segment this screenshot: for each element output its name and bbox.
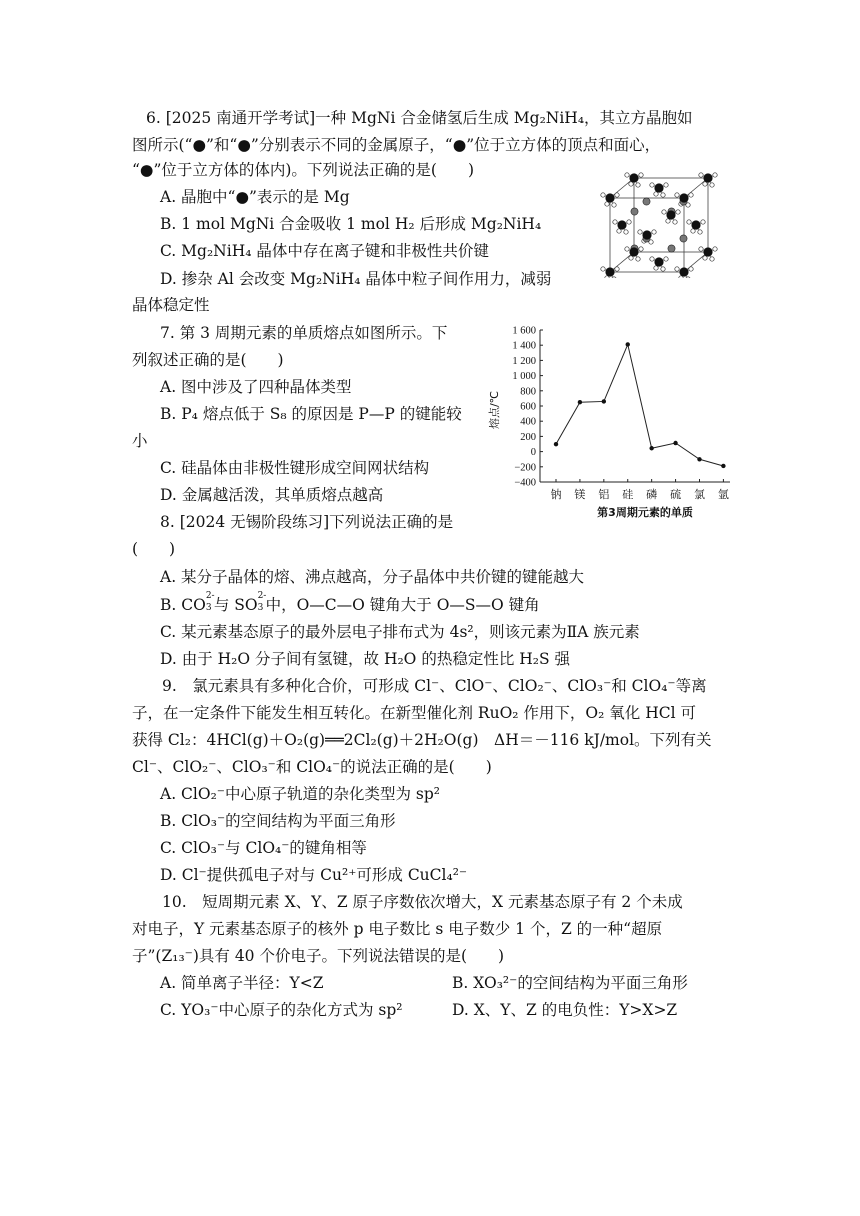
hydrogen-atom — [615, 193, 619, 197]
q7-option-d: D. 金属越活泼，其单质熔点越高 — [160, 486, 384, 504]
q6-option-d: D. 掺杂 Al 会改变 Mg₂NiH₄ 晶体中粒子间作用力，减弱 — [160, 270, 552, 288]
chart-y-axis-label: 熔点/℃ — [488, 390, 501, 430]
hydrogen-atom — [629, 256, 633, 260]
hydrogen-atom — [654, 192, 658, 196]
x-tick-label: 氩 — [717, 488, 729, 501]
q9-option-b: B. ClO₃⁻的空间结构为平面三角形 — [160, 812, 396, 830]
inner-metal-atom — [680, 235, 687, 242]
q8-option-c: C. 某元素基态原子的最外层电子排布式为 4s²，则该元素为ⅡA 族元素 — [160, 623, 640, 641]
hydrogen-atom — [703, 256, 707, 260]
hydrogen-atom — [636, 257, 640, 261]
x-tick-label: 磷 — [646, 488, 658, 501]
data-point — [626, 342, 630, 346]
ion-charge: 2- 3 — [205, 591, 215, 613]
hydrogen-atom — [654, 266, 658, 270]
q6-option-b: B. 1 mol MgNi 合金吸收 1 mol H₂ 后形成 Mg₂NiH₄ — [160, 215, 542, 233]
hydrogen-atom — [625, 173, 629, 177]
q10-option-b: B. XO₃²⁻的空间结构为平面三角形 — [452, 974, 688, 992]
data-point — [578, 400, 582, 404]
vertex-facecenter-metal-atom — [679, 267, 688, 276]
q8-b-post: 中，O—C—O 键角大于 O—S—O 键角 — [265, 596, 540, 614]
y-tick-label: −400 — [514, 477, 536, 489]
q6-option-d-cont: 晶体稳定性 — [132, 296, 210, 314]
x-tick-label: 硫 — [670, 488, 682, 501]
x-tick-label: 氯 — [693, 488, 705, 501]
hydrogen-atom — [629, 182, 633, 186]
q9-option-c: C. ClO₃⁻与 ClO₄⁻的键角相等 — [160, 839, 367, 857]
vertex-facecenter-metal-atom — [679, 193, 688, 202]
hydrogen-atom — [699, 173, 703, 177]
hydrogen-atom — [627, 220, 631, 224]
vertex-facecenter-metal-atom — [642, 230, 651, 239]
vertex-facecenter-metal-atom — [703, 173, 712, 182]
data-point — [673, 441, 677, 445]
hydrogen-atom — [664, 257, 668, 261]
vertex-facecenter-metal-atom — [666, 210, 675, 219]
hydrogen-atom — [661, 193, 665, 197]
data-point — [602, 399, 606, 403]
vertex-facecenter-metal-atom — [629, 247, 638, 256]
vertex-facecenter-metal-atom — [654, 257, 663, 266]
inner-metal-atom — [643, 198, 650, 205]
y-tick-label: 200 — [520, 431, 536, 443]
q6-option-c: C. Mg₂NiH₄ 晶体中存在离子键和非极性共价键 — [160, 242, 489, 260]
hydrogen-atom — [601, 193, 605, 197]
x-tick-label: 镁 — [574, 488, 586, 501]
q10-line3: 子”(Z₁₃⁻)具有 40 个价电子。下列说法错误的是( ) — [132, 947, 505, 965]
q6-option-a: A. 晶胞中“●”表示的是 Mg — [160, 188, 350, 206]
q9-option-d: D. Cl⁻提供孤电子对与 Cu²⁺可形成 CuCl₄²⁻ — [160, 866, 468, 884]
q8-option-a: A. 某分子晶体的熔、沸点越高，分子晶体中共价键的键能越大 — [160, 568, 585, 586]
y-tick-label: 1 000 — [512, 371, 536, 383]
vertex-facecenter-metal-atom — [654, 183, 663, 192]
hydrogen-atom — [650, 257, 654, 261]
hydrogen-atom — [698, 230, 702, 234]
hydrogen-atom — [639, 173, 643, 177]
data-point — [649, 446, 653, 450]
y-tick-label: 600 — [520, 401, 536, 413]
data-point — [554, 442, 558, 446]
crystal-cell-figure — [596, 160, 720, 278]
q10-option-d: D. X、Y、Z 的电负性：Y>X>Z — [452, 1001, 678, 1019]
hydrogen-atom — [615, 267, 619, 271]
q9-line2: 子，在一定条件下能发生相互转化。在新型催化剂 RuO₂ 作用下，O₂ 氧化 HCl 可 — [132, 704, 696, 722]
q7-option-b-cont: 小 — [132, 432, 148, 450]
hydrogen-atom — [676, 210, 680, 214]
q9-line3: 获得 Cl₂：4HCl(g)＋O₂(g)══2Cl₂(g)＋2H₂O(g) ΔH＝－116 kJ/mol。下列有关 — [132, 731, 712, 749]
melting-point-series-line — [556, 344, 723, 466]
hydrogen-atom — [713, 247, 717, 251]
vertex-facecenter-metal-atom — [703, 247, 712, 256]
hydrogen-atom — [699, 247, 703, 251]
y-tick-label: 1 200 — [512, 355, 536, 367]
x-tick-label: 铝 — [598, 488, 610, 501]
melting-point-chart — [480, 322, 742, 520]
q10-option-c: C. YO₃⁻中心原子的杂化方式为 sp² — [160, 1001, 403, 1019]
hydrogen-atom — [613, 220, 617, 224]
hydrogen-atom — [710, 257, 714, 261]
hydrogen-atom — [691, 229, 695, 233]
q10-option-a: A. 简单离子半径：Y<Z — [160, 974, 324, 992]
y-tick-label: 1 400 — [512, 340, 536, 352]
hydrogen-atom — [673, 220, 677, 224]
hydrogen-atom — [624, 230, 628, 234]
q8-option-d: D. 由于 H₂O 分子间有氢键，故 H₂O 的热稳定性比 H₂S 强 — [160, 650, 571, 668]
vertex-facecenter-metal-atom — [617, 220, 626, 229]
q8-option-b — [160, 591, 540, 616]
q8-line2: ( ) — [132, 540, 176, 558]
hydrogen-atom — [710, 183, 714, 187]
q6-line2: 图所示(“●”和“●”分别表示不同的金属原子，“●”位于立方体的顶点和面心， — [132, 136, 661, 154]
hydrogen-atom — [601, 267, 605, 271]
q6-line1: 6. [2025 南通开学考试]一种 MgNi 合金储氢后生成 Mg₂NiH₄，其立方晶胞如 — [146, 109, 693, 127]
chart-x-axis-label: 第3周期元素的单质 — [597, 506, 693, 519]
vertex-facecenter-metal-atom — [605, 193, 614, 202]
hydrogen-atom — [661, 267, 665, 271]
hydrogen-atom — [664, 183, 668, 187]
q10-line2: 对电子，Y 元素基态原子的核外 p 电子数比 s 电子数少 1 个，Z 的一种“超原 — [132, 920, 663, 938]
q8-b-mid: 与 SO — [213, 596, 258, 614]
q7-option-a: A. 图中涉及了四种晶体类型 — [160, 378, 352, 396]
q10-line1: 10. 短周期元素 X、Y、Z 原子序数依次增大，X 元素基态原子有 2 个未成 — [162, 893, 683, 911]
data-point — [721, 464, 725, 468]
hydrogen-atom — [625, 247, 629, 251]
hydrogen-atom — [701, 220, 705, 224]
x-tick-label: 硅 — [622, 488, 634, 501]
hydrogen-atom — [636, 183, 640, 187]
hydrogen-atom — [689, 267, 693, 271]
ion-charge: 2- 3 — [257, 591, 267, 613]
y-tick-label: 800 — [520, 386, 536, 398]
hydrogen-atom — [612, 203, 616, 207]
y-tick-label: 0 — [530, 447, 536, 459]
hydrogen-atom — [666, 219, 670, 223]
q8-line1: 8. [2024 无锡阶段练习]下列说法正确的是 — [160, 513, 454, 531]
data-point — [697, 457, 701, 461]
q7-option-c: C. 硅晶体由非极性键形成空间网状结构 — [160, 459, 430, 477]
q6-line3: “●”位于立方体的体内)。下列说法正确的是( ) — [132, 161, 475, 179]
q9-option-a: A. ClO₂⁻中心原子轨道的杂化类型为 sp² — [160, 785, 440, 803]
hydrogen-atom — [617, 229, 621, 233]
hydrogen-atom — [652, 230, 656, 234]
hydrogen-atom — [686, 277, 690, 278]
hydrogen-atom — [687, 220, 691, 224]
hydrogen-atom — [612, 277, 616, 278]
vertex-facecenter-metal-atom — [691, 220, 700, 229]
hydrogen-atom — [675, 267, 679, 271]
hydrogen-atom — [605, 202, 609, 206]
hydrogen-atom — [639, 247, 643, 251]
x-tick-label: 钠 — [550, 488, 562, 501]
q7-option-b: B. P₄ 熔点低于 S₈ 的原因是 P—P 的键能较 — [160, 405, 462, 423]
hydrogen-atom — [713, 173, 717, 177]
q7-line2: 列叙述正确的是( ) — [132, 351, 284, 369]
q8-b-pre: B. CO — [160, 596, 206, 614]
y-tick-label: 400 — [520, 416, 536, 428]
hydrogen-atom — [675, 193, 679, 197]
hydrogen-atom — [689, 193, 693, 197]
inner-metal-atom — [668, 245, 675, 252]
hydrogen-atom — [650, 183, 654, 187]
inner-metal-atom — [631, 208, 638, 215]
hydrogen-atom — [638, 230, 642, 234]
y-tick-label: 1 600 — [512, 325, 536, 337]
q9-line1: 9. 氯元素具有多种化合价，可形成 Cl⁻、ClO⁻、ClO₂⁻、ClO₃⁻和 ClO₄⁻等离 — [162, 677, 707, 695]
q7-line1: 7. 第 3 周期元素的单质熔点如图所示。下 — [160, 324, 448, 342]
vertex-facecenter-metal-atom — [605, 267, 614, 276]
hydrogen-atom — [662, 210, 666, 214]
vertex-facecenter-metal-atom — [629, 173, 638, 182]
q9-line4: Cl⁻、ClO₂⁻、ClO₃⁻和 ClO₄⁻的说法正确的是( ) — [132, 758, 492, 776]
y-tick-label: −200 — [514, 462, 536, 474]
hydrogen-atom — [703, 182, 707, 186]
